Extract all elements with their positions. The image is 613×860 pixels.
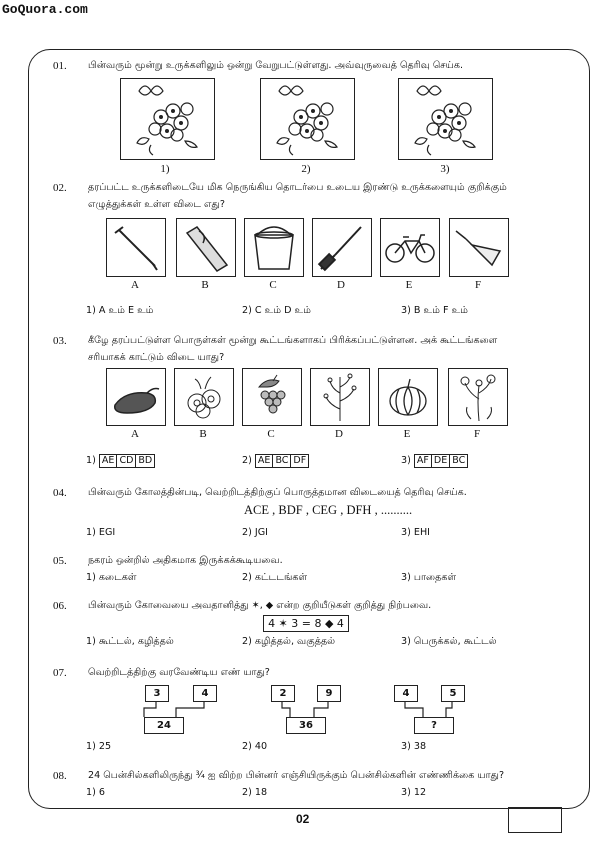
q05-text: நகரம் ஒன்றில் அதிகமாக இருக்கக்கூடியவை. [88,555,283,566]
q06-option-2[interactable]: 2) கழித்தல், வகுத்தல் [242,636,336,647]
q04-number: 04. [53,487,67,499]
group-box: DE [431,454,450,468]
q02-line1: தரப்பட்ட உருக்களிடையே மிக நெருங்கிய தொடர்பை உடைய இரண்டு உருக்களையும் குறிக்கும் [88,182,507,193]
option-number: 2) [242,455,252,466]
q07-option-2[interactable]: 2) 40 [242,741,268,752]
q07-text: வெற்றிடத்திற்கு வரவேண்டிய எண் யாது? [88,667,270,678]
q05-option-3[interactable]: 3) பாதைகள் [401,572,457,583]
q03-label-b: B [199,428,207,440]
q03-label-a: A [131,428,139,440]
q03-number: 03. [53,335,67,347]
q07-d3-left: 4 [394,685,418,702]
group-box: AF [414,454,432,468]
option-number: 1) [86,455,96,466]
group-box: BD [135,454,155,468]
q02-label-c: C [269,279,277,291]
q07-d3-right: 5 [441,685,465,702]
q07-d2-result: 36 [286,717,326,734]
q05-number: 05. [53,555,67,567]
q04-text: பின்வரும் கோலத்தின்படி, வெற்றிடத்திற்குப் பொருத்தமான விடையைத் தெரிவு செய்க. [88,487,467,498]
q07-option-3[interactable]: 3) 38 [401,741,427,752]
q07-d2-left: 2 [271,685,295,702]
group-box: DF [290,454,309,468]
q07-number: 07. [53,667,67,679]
q01-label-1: 1) [160,163,170,175]
q07-d1-left: 3 [145,685,169,702]
q03-label-e: E [403,428,411,440]
option-number: 3) [401,455,411,466]
q02-label-f: F [474,279,482,291]
q02-number: 02. [53,182,67,194]
q08-option-3[interactable]: 3) 12 [401,787,427,798]
q07-d1-right: 4 [193,685,217,702]
q02-option-3[interactable]: 3) B உம் F உம் [401,305,468,316]
q04-option-3[interactable]: 3) EHI [401,527,431,538]
group-box: BC [449,454,468,468]
q07-d3-result: ? [414,717,454,734]
q07-option-1[interactable]: 1) 25 [86,741,112,752]
q02-line2: எழுத்துக்கள் உள்ள விடை எது? [88,199,225,210]
q03-line2: சரியாகக் காட்டும் விடை யாது? [88,352,225,363]
q03-line1: கீழே தரப்பட்டுள்ள பொருள்கள் மூன்று கூட்டங்களாகப் பிரிக்கப்பட்டுள்ளன. அக் கூட்டங்களை [88,335,498,346]
q01-label-3: 3) [440,163,450,175]
page-number: 02 [296,812,310,826]
group-box: AE [255,454,274,468]
q01-label-2: 2) [301,163,311,175]
q04-option-2[interactable]: 2) JGI [242,527,268,538]
q02-label-d: D [337,279,345,291]
q02-option-2[interactable]: 2) C உம் D உம் [242,305,311,316]
group-box: AE [99,454,118,468]
q01-number: 01. [53,60,67,72]
q06-number: 06. [53,600,67,612]
q07-d1-result: 24 [144,717,184,734]
q03-label-c: C [267,428,275,440]
q06-option-1[interactable]: 1) கூட்டல், கழித்தல் [86,636,174,647]
group-box: CD [116,454,136,468]
q02-label-a: A [131,279,139,291]
q02-option-1[interactable]: 1) A உம் E உம் [86,305,154,316]
group-box: BC [272,454,291,468]
q06-option-3[interactable]: 3) பெருக்கல், கூட்டல் [401,636,497,647]
q05-option-2[interactable]: 2) கட்டடங்கள் [242,572,308,583]
q01-text: பின்வரும் மூன்று உருக்களிலும் ஒன்று வேறுபட்டுள்ளது. அவ்வுருவைத் தெரிவு செய்க. [88,60,464,71]
site-watermark: GoQuora.com [2,2,88,17]
q08-option-2[interactable]: 2) 18 [242,787,268,798]
q03-label-f: F [473,428,481,440]
q05-option-1[interactable]: 1) கடைகள் [86,572,137,583]
q06-equation: 4 ✶ 3 = 8 ◆ 4 [263,615,349,632]
q02-label-e: E [405,279,413,291]
q07-d2-right: 9 [317,685,341,702]
q08-option-1[interactable]: 1) 6 [86,787,106,798]
q03-label-d: D [335,428,343,440]
q04-option-1[interactable]: 1) EGI [86,527,116,538]
q02-label-b: B [201,279,209,291]
q08-number: 08. [53,770,67,782]
q04-sequence: ACE , BDF , CEG , DFH , .......... [244,503,413,517]
q08-text: 24 பென்சில்களிலிருந்து ¾ ஐ விற்ற பின்னர் எஞ்சியிருக்கும் பென்சில்களின் எண்ணிக்கை யாது? [88,770,505,781]
marks-box [508,807,562,833]
q06-text: பின்வரும் கோவையை அவதானித்து ✶, ◆ என்ற குறியீடுகள் குறித்து நிற்பவை. [88,600,432,611]
